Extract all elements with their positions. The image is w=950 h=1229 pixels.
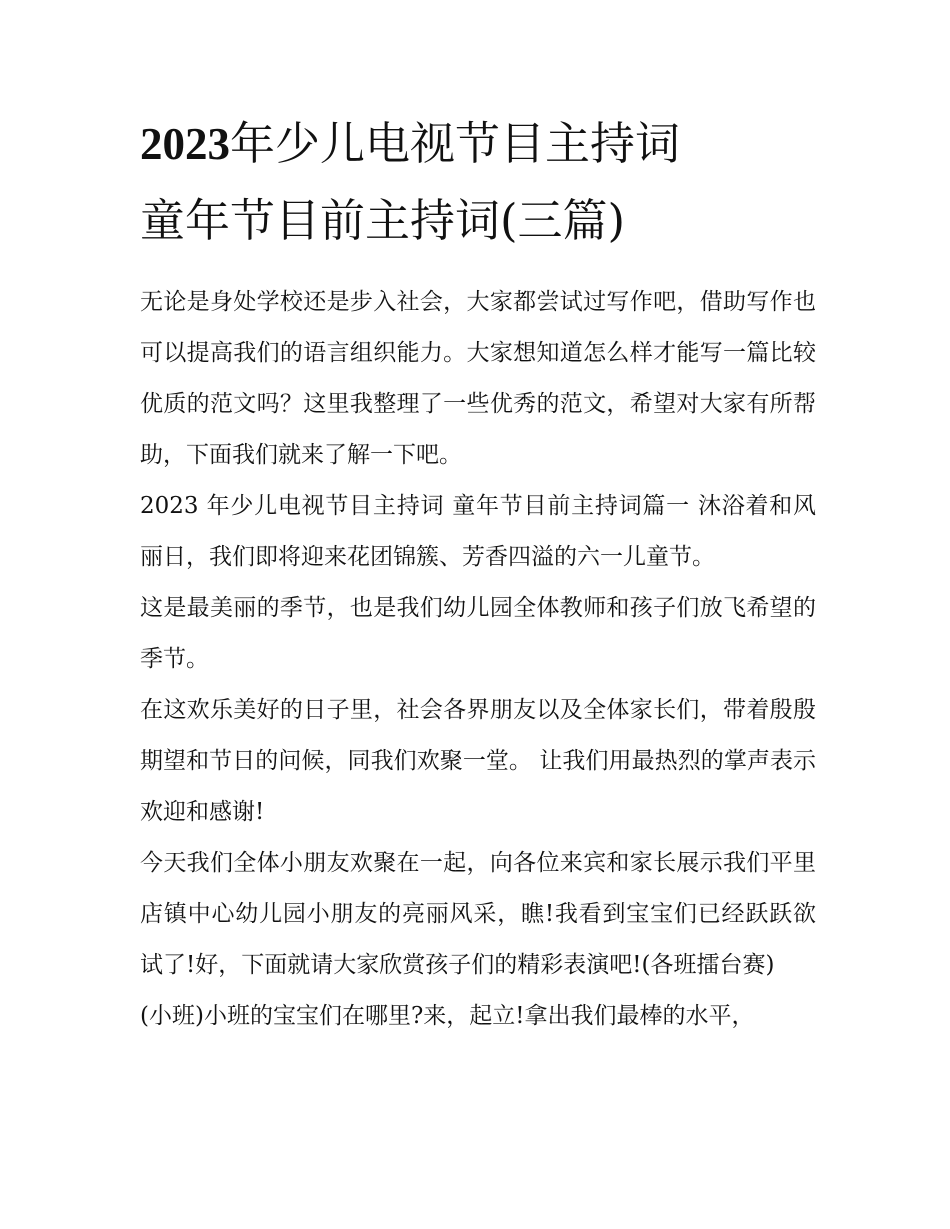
title-year: 2023 (140, 119, 230, 169)
paragraph-opening: 2023 年少儿电视节目主持词 童年节目前主持词篇一 沐浴着和风丽日，我们即将迎来花团锦簇、芳香四溢的六一儿童节。 (140, 493, 816, 570)
document-title-line-2: 童年节目前主持词(三篇) (140, 194, 626, 247)
document-body (140, 277, 816, 1042)
paragraph-small-class: (小班)小班的宝宝们在哪里?来，起立!拿出我们最棒的水平， (140, 1003, 755, 1029)
paragraph-intro: 无论是身处学校还是步入社会，大家都尝试过写作吧，借助写作也可以提高我们的语言组织能力。大家想知道怎么样才能写一篇比较优质的范文吗？这里我整理了一些优秀的范文，希望对大家有所帮助，下面我们就来了解一下吧。 (140, 289, 816, 468)
paragraph-season: 这是最美丽的季节，也是我们幼儿园全体教师和孩子们放飞希望的季节。 (140, 595, 816, 672)
paragraph-showcase: 今天我们全体小朋友欢聚在一起，向各位来宾和家长展示我们平里店镇中心幼儿园小朋友的亮丽风采，瞧!我看到宝宝们已经跃跃欲试了!好，下面就请大家欣赏孩子们的精彩表演吧!(各班擂台赛) (140, 850, 816, 978)
title-line-1-text: 年少儿电视节目主持词 (230, 117, 681, 170)
document-title-line-1 (140, 118, 830, 171)
paragraph-welcome: 在这欢乐美好的日子里，社会各界朋友以及全体家长们，带着殷殷期望和节日的问候，同我们欢聚一堂。 让我们用最热烈的掌声表示欢迎和感谢! (140, 697, 816, 825)
